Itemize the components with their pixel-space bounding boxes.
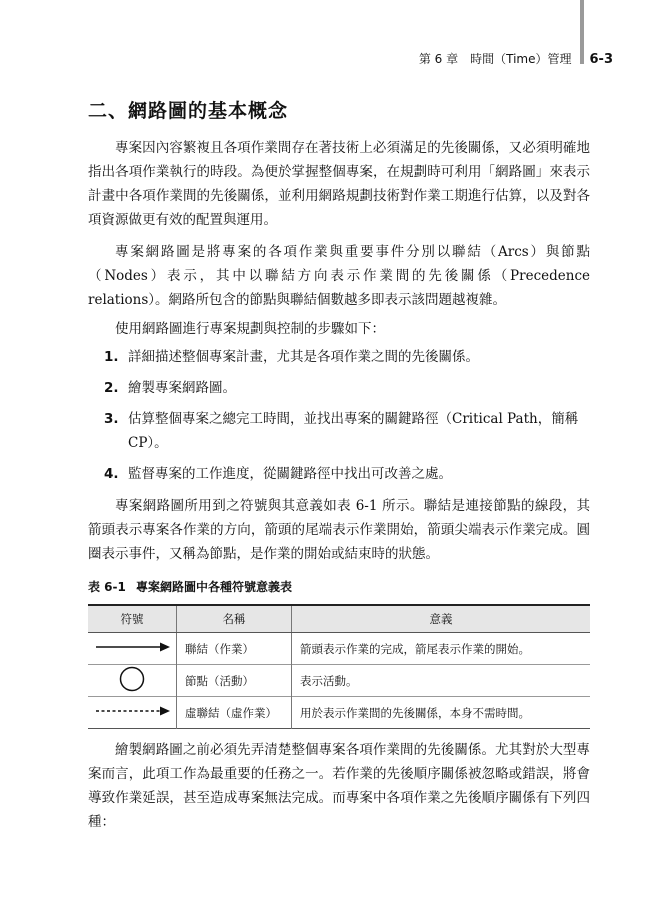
running-header bbox=[419, 50, 613, 67]
list-item bbox=[88, 407, 590, 455]
paragraph-precedence bbox=[88, 738, 590, 834]
steps-list bbox=[88, 345, 590, 486]
list-item-text: 詳細描述整個專案計畫，尤其是各項作業之間的先後關係。 bbox=[128, 349, 479, 365]
list-item bbox=[88, 345, 590, 369]
list-item-number: 2. bbox=[104, 380, 119, 396]
list-item-number: 1. bbox=[104, 349, 119, 365]
meaning-cell: 表示活動。 bbox=[292, 665, 591, 697]
paragraph-symbols bbox=[88, 494, 590, 566]
solid-arrow-icon bbox=[90, 640, 174, 654]
column-header-name: 名稱 bbox=[177, 605, 292, 633]
list-item-number: 4. bbox=[104, 466, 119, 482]
paragraph-text: 專案網路圖是將專案的各項作業與重要事件分別以聯結（Arcs）與節點（Nodes）表示，其中以聯結方向表示作業間的先後關係（Precedence relations）。網路所包含的節點與聯結個數越多即表示該問題越複雜。 bbox=[88, 244, 590, 308]
circle-node-icon bbox=[117, 665, 147, 693]
paragraph-network-definition bbox=[88, 240, 590, 312]
column-header-meaning: 意義 bbox=[292, 605, 591, 633]
list-item-number: 3. bbox=[104, 411, 119, 427]
column-header-symbol: 符號 bbox=[88, 605, 177, 633]
paragraph-steps-intro bbox=[88, 317, 590, 341]
paragraph-text: 專案網路圖所用到之符號與其意義如表 6-1 所示。聯結是連接節點的線段，其箭頭表示專案各作業的方向，箭頭的尾端表示作業開始，箭頭尖端表示作業完成。圓圈表示事件，又稱為節點，是作業的開始或結束時的狀態。 bbox=[88, 498, 590, 562]
table-caption bbox=[88, 578, 292, 595]
name-cell: 虛聯結（虛作業） bbox=[177, 697, 292, 729]
table-row bbox=[88, 633, 590, 665]
list-item-text: 繪製專案網路圖。 bbox=[128, 380, 236, 396]
meaning-cell: 箭頭表示作業的完成，箭尾表示作業的開始。 bbox=[292, 633, 591, 665]
symbols-table bbox=[88, 604, 590, 729]
paragraph-intro bbox=[88, 136, 590, 232]
name-cell: 節點（活動） bbox=[177, 665, 292, 697]
paragraph-text: 繪製網路圖之前必須先弄清楚整個專案各項作業間的先後關係。尤其對於大型專案而言，此項工作為最重要的任務之一。若作業的先後順序關係被忽略或錯誤，將會導致作業延誤，甚至造成專案無法完成。而專案中各項作業之先後順序關係有下列四種： bbox=[88, 742, 590, 830]
list-item bbox=[88, 462, 590, 486]
table-header-row bbox=[88, 605, 590, 633]
table-row bbox=[88, 697, 590, 729]
list-item-text: 監督專案的工作進度，從關鍵路徑中找出可改善之處。 bbox=[128, 466, 452, 482]
symbol-cell bbox=[88, 697, 177, 729]
list-item-text: 估算整個專案之總完工時間，並找出專案的關鍵路徑（Critical Path，簡稱 CP）。 bbox=[128, 411, 579, 451]
dashed-arrow-icon bbox=[90, 704, 174, 718]
paragraph-text: 專案因內容繁複且各項作業間存在著技術上必須滿足的先後關係，又必須明確地指出各項作業執行的時段。為便於掌握整個專案，在規劃時可利用「網路圖」來表示計畫中各項作業間的先後關係，並利用網路規劃技術對作業工期進行估算，以及對各項資源做更有效的配置與運用。 bbox=[88, 140, 590, 228]
symbol-cell bbox=[88, 665, 177, 697]
section-title: 二、網路圖的基本概念 bbox=[88, 100, 289, 122]
page-number: 6-3 bbox=[589, 52, 613, 67]
symbol-cell bbox=[88, 633, 177, 665]
meaning-cell: 用於表示作業間的先後關係，本身不需時間。 bbox=[292, 697, 591, 729]
paragraph-text: 使用網路圖進行專案規劃與控制的步驟如下： bbox=[115, 321, 385, 337]
steps-list-container bbox=[88, 345, 590, 493]
table-row bbox=[88, 665, 590, 697]
chapter-title: 第 6 章 時間（Time）管理 bbox=[418, 52, 572, 66]
name-cell: 聯結（作業） bbox=[177, 633, 292, 665]
list-item bbox=[88, 376, 590, 400]
table-caption-id: 表 6-1 bbox=[88, 580, 126, 594]
table-caption-text: 專案網路圖中各種符號意義表 bbox=[136, 580, 293, 594]
